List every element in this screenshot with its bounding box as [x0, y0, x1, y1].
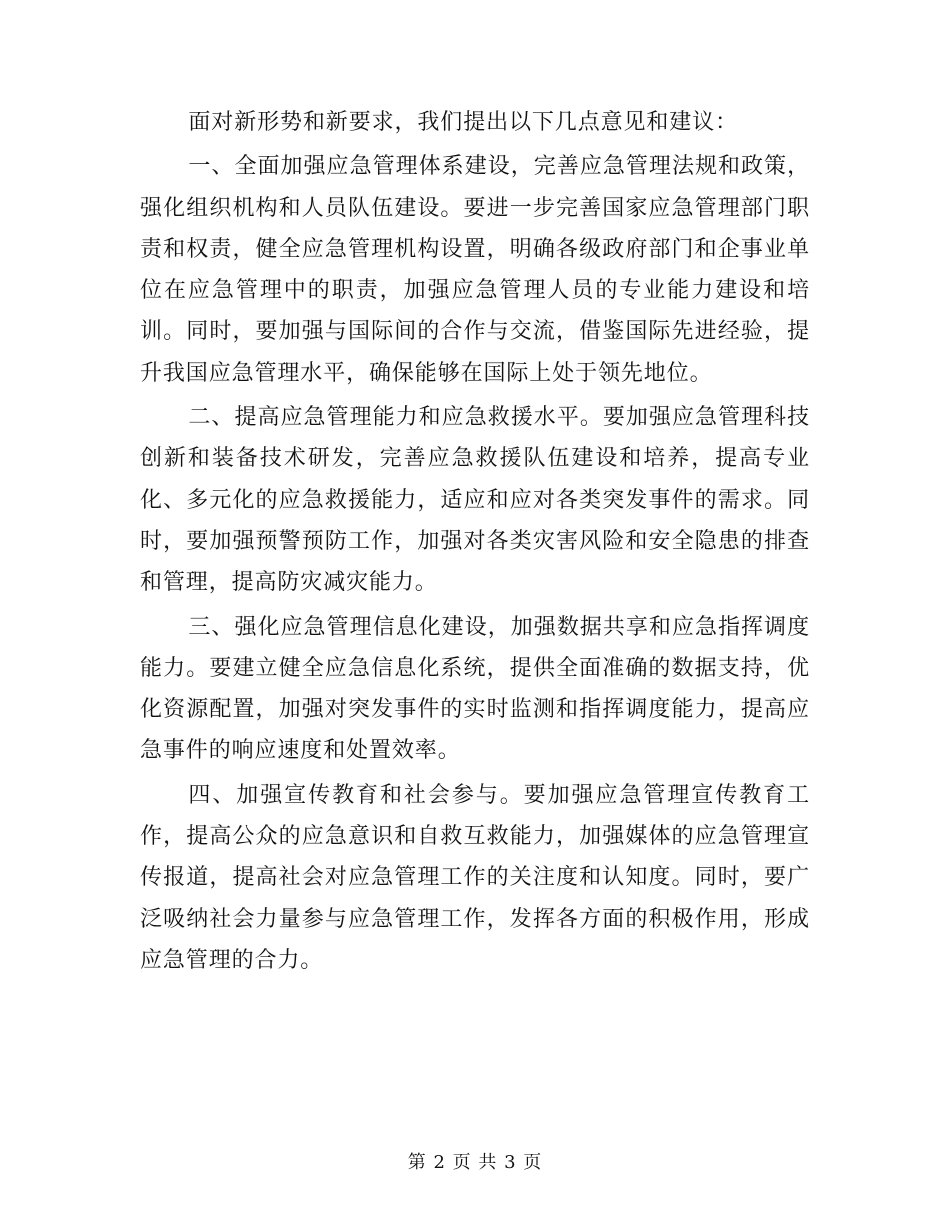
document-body — [140, 102, 810, 984]
paragraph-intro: 面对新形势和新要求，我们提出以下几点意见和建议： — [188, 110, 738, 135]
paragraph-point-1: 一、全面加强应急管理体系建设，完善应急管理法规和政策，强化组织机构和人员队伍建设。要进一步完善国家应急管理部门职责和权责，健全应急管理机构设置，明确各级政府部门和企事业单位在应急管理中的职责，加强应急管理人员的专业能力建设和培训。同时，要加强与国际间的合作与交流，借鉴国际先进经验，提升我国应急管理水平，确保能够在国际上处于领先地位。 — [140, 154, 810, 386]
paragraph-point-2: 二、提高应急管理能力和应急救援水平。要加强应急管理科技创新和装备技术研发，完善应急救援队伍建设和培养，提高专业化、多元化的应急救援能力，适应和应对各类突发事件的需求。同时，要加强预警预防工作，加强对各类灾害风险和安全隐患的排查和管理，提高防灾减灾能力。 — [140, 405, 810, 596]
paragraph-point-3: 三、强化应急管理信息化建设，加强数据共享和应急指挥调度能力。要建立健全应急信息化系统，提供全面准确的数据支持，优化资源配置，加强对突发事件的实时监测和指挥调度能力，提高应急事件的响应速度和处置效率。 — [140, 614, 810, 764]
paragraph-point-4: 四、加强宣传教育和社会参与。要加强应急管理宣传教育工作，提高公众的应急意识和自救互救能力，加强媒体的应急管理宣传报道，提高社会对应急管理工作的关注度和认知度。同时，要广泛吸纳社会力量参与应急管理工作，发挥各方面的积极作用，形成应急管理的合力。 — [140, 782, 810, 973]
page-number-footer: 第 2 页 共 3 页 — [407, 1152, 543, 1173]
